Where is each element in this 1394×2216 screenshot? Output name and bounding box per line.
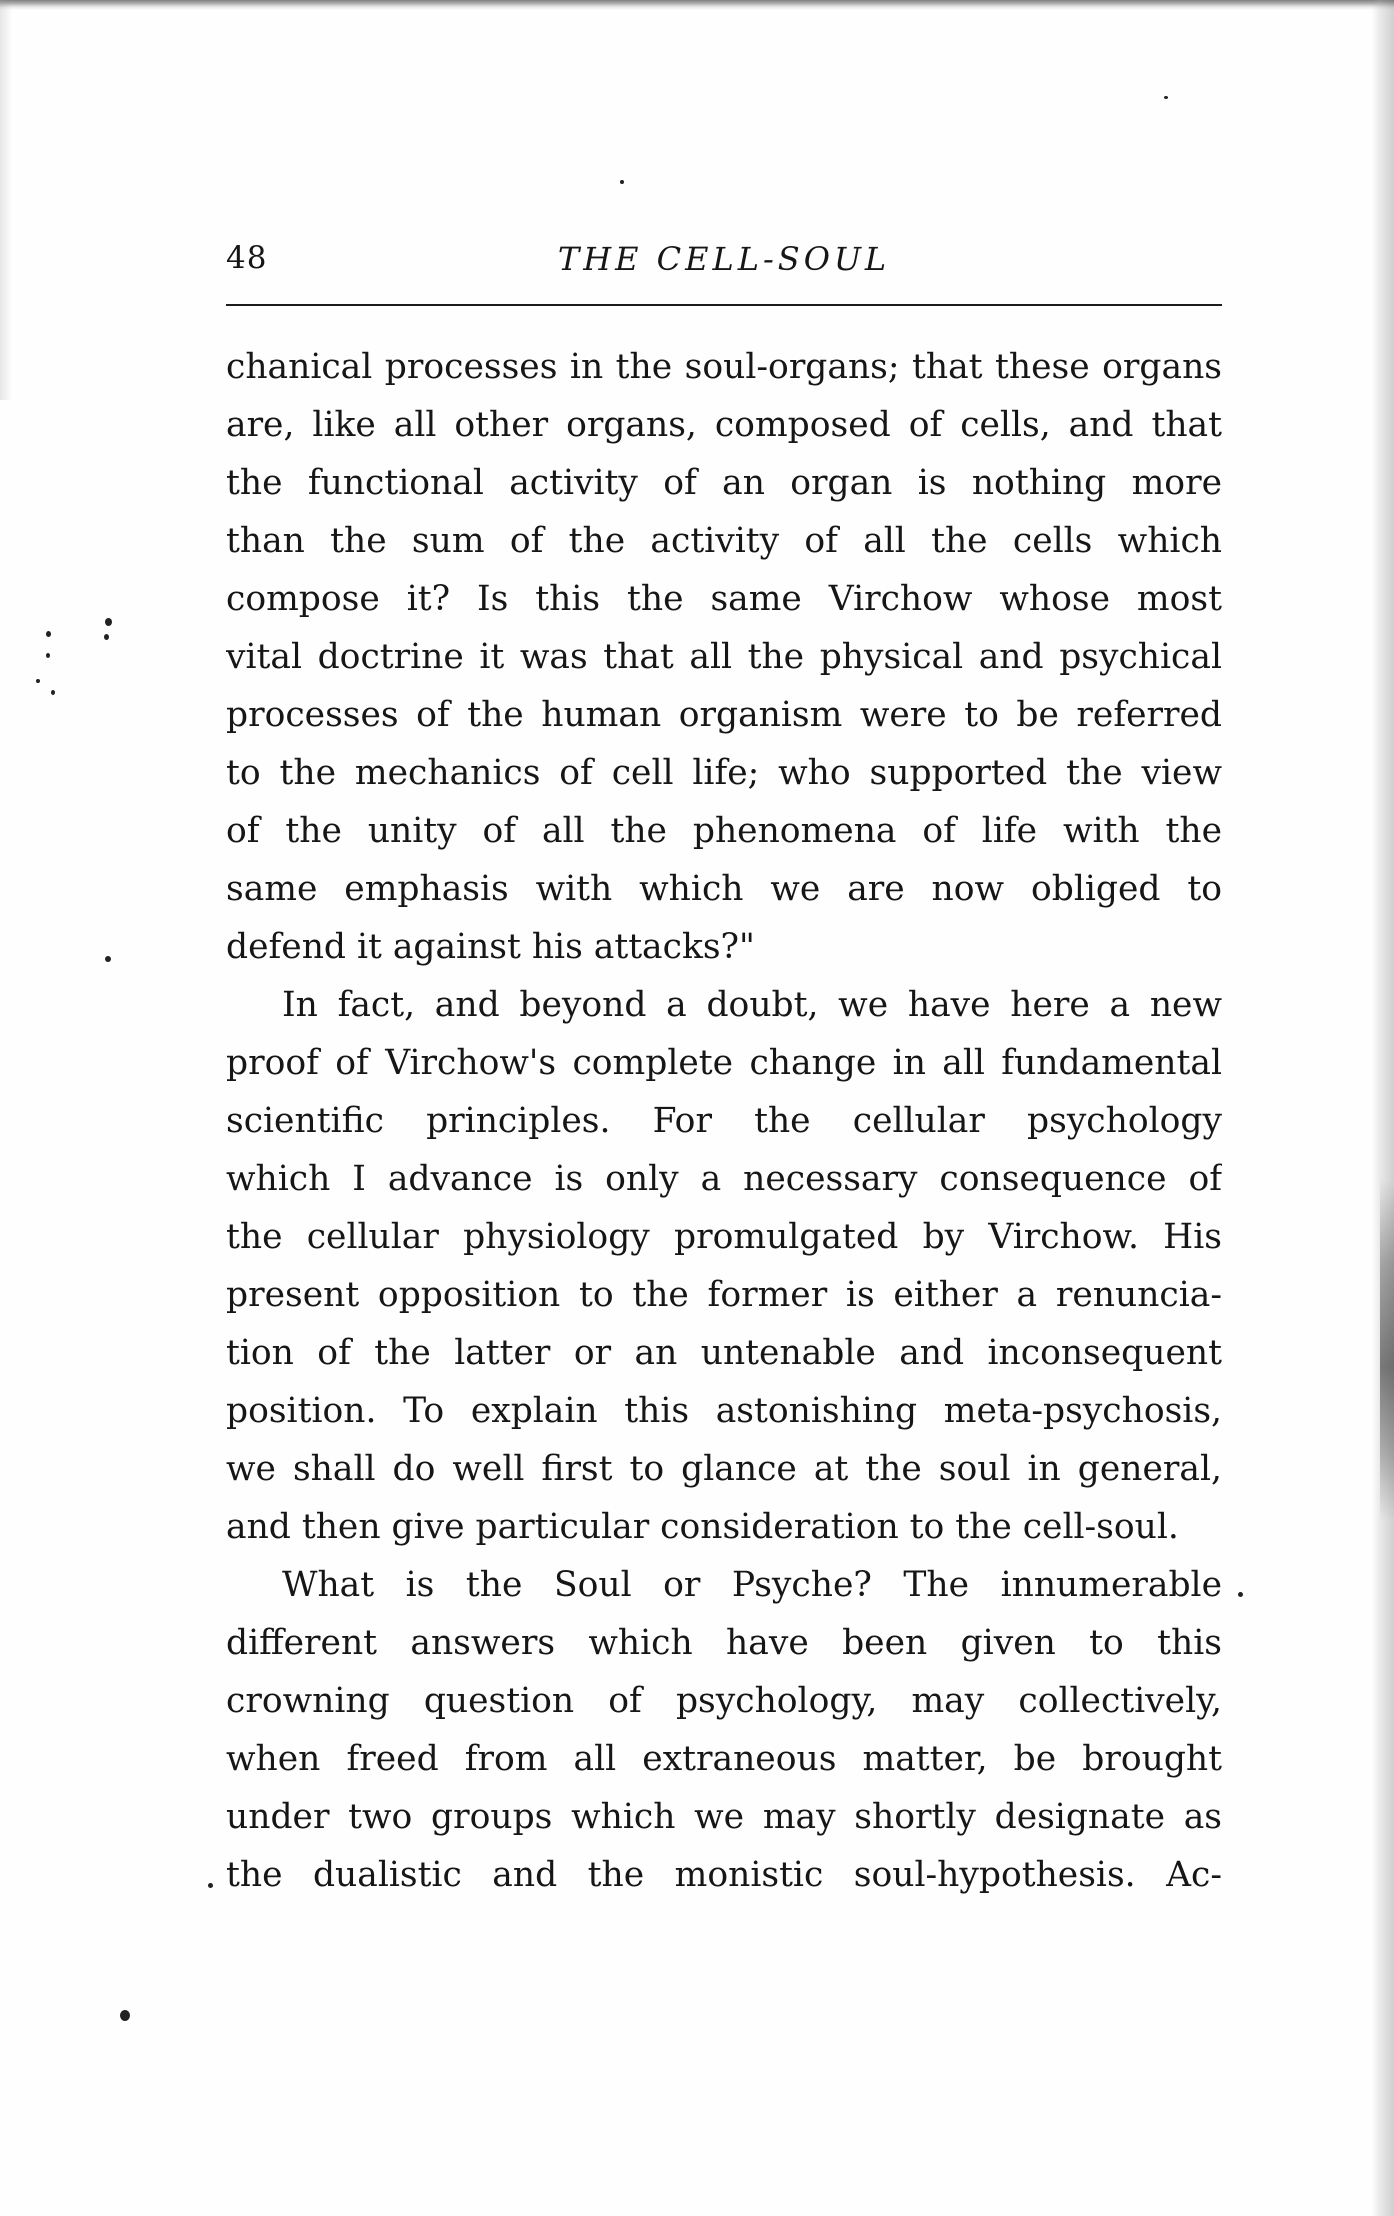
text-line: the dualistic and the monistic soul-hypothesis. Ac- bbox=[226, 1855, 1222, 1895]
text-line: proof of Virchow's complete change in all fundamental bbox=[226, 1043, 1222, 1083]
text-line: In fact, and beyond a doubt, we have here a new bbox=[282, 985, 1222, 1025]
body-text bbox=[226, 338, 1222, 1904]
scan-speck bbox=[104, 634, 109, 640]
text-line: tion of the latter or an untenable and inconsequent bbox=[226, 1333, 1222, 1373]
scan-speck bbox=[46, 631, 51, 637]
scan-speck bbox=[208, 1883, 213, 1888]
scan-speck bbox=[620, 180, 624, 184]
text-line: under two groups which we may shortly designate as bbox=[226, 1797, 1222, 1837]
text-line: the cellular physiology promulgated by Virchow. His bbox=[226, 1217, 1222, 1257]
text-line: crowning question of psychology, may collectively, bbox=[226, 1681, 1222, 1721]
header-rule bbox=[226, 304, 1222, 306]
text-line: which I advance is only a necessary consequence of bbox=[226, 1159, 1222, 1199]
page-number: 48 bbox=[226, 240, 268, 276]
running-title: THE CELL-SOUL bbox=[557, 240, 891, 278]
text-line: present opposition to the former is either a renuncia- bbox=[226, 1275, 1222, 1315]
text-line: of the unity of all the phenomena of life with the bbox=[226, 811, 1222, 851]
text-line: vital doctrine it was that all the physical and psychical bbox=[226, 637, 1222, 677]
text-line: we shall do well first to glance at the soul in general, bbox=[226, 1449, 1222, 1489]
text-line: processes of the human organism were to be referred bbox=[226, 695, 1222, 735]
text-line: to the mechanics of cell life; who supported the view bbox=[226, 753, 1222, 793]
scan-speck bbox=[1164, 96, 1168, 99]
page-left-edge bbox=[0, 0, 12, 400]
scan-speck bbox=[1238, 1592, 1243, 1597]
text-line: and then give particular consideration to the cell-soul. bbox=[226, 1507, 1179, 1547]
text-line: scientific principles. For the cellular psychology bbox=[226, 1101, 1222, 1141]
scan-speck bbox=[105, 618, 112, 626]
text-line: same emphasis with which we are now obliged to bbox=[226, 869, 1222, 909]
page-top-edge bbox=[0, 0, 1394, 10]
text-line: when freed from all extraneous matter, be brought bbox=[226, 1739, 1222, 1779]
text-line: What is the Soul or Psyche? The innumerable bbox=[282, 1565, 1222, 1605]
text-line: are, like all other organs, composed of cells, and that bbox=[226, 405, 1222, 445]
scan-speck bbox=[51, 690, 55, 695]
scan-speck bbox=[120, 2010, 130, 2021]
text-line: than the sum of the activity of all the cells which bbox=[226, 521, 1222, 561]
page-right-edge bbox=[1372, 0, 1394, 2216]
text-line: different answers which have been given to this bbox=[226, 1623, 1222, 1663]
scan-speck bbox=[46, 653, 50, 658]
text-line: position. To explain this astonishing meta-psychosis, bbox=[226, 1391, 1222, 1431]
scan-speck bbox=[105, 956, 111, 962]
page-binding-shadow bbox=[1380, 1180, 1394, 1520]
scan-speck bbox=[36, 679, 40, 683]
text-line: the functional activity of an organ is nothing more bbox=[226, 463, 1222, 503]
text-line: compose it? Is this the same Virchow whose most bbox=[226, 579, 1222, 619]
text-line: chanical processes in the soul-organs; that these organs bbox=[226, 347, 1222, 387]
page-header bbox=[226, 240, 1222, 284]
text-line: defend it against his attacks?" bbox=[226, 927, 755, 967]
